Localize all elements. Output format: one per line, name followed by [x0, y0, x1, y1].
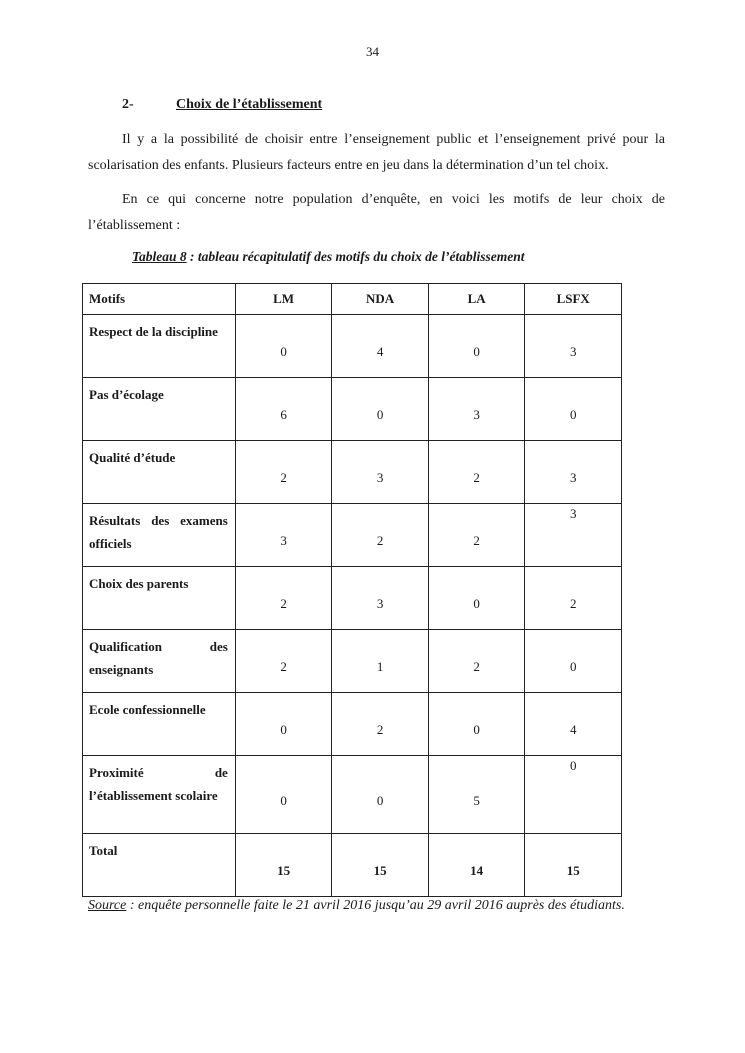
cell-nda: 3 — [332, 441, 429, 504]
table-row — [83, 315, 622, 378]
source-label: Source — [88, 898, 127, 913]
source-note — [88, 893, 629, 919]
table-header-row — [83, 284, 622, 315]
section-title: Choix de l’établissement — [176, 97, 323, 112]
total-nda: 15 — [332, 834, 429, 897]
cell-lsfx: 2 — [525, 567, 622, 630]
cell-lsfx: 0 — [525, 630, 622, 693]
table-row — [83, 693, 622, 756]
header-la: LA — [428, 284, 525, 315]
cell-la: 2 — [428, 504, 525, 567]
table-row — [83, 441, 622, 504]
section-number: 2- — [122, 97, 134, 112]
cell-lm: 3 — [235, 504, 332, 567]
source-text: : enquête personnelle faite le 21 avril 2016 jusqu’au 29 avril 2016 auprès des étudiants. — [126, 898, 625, 913]
header-lm: LM — [235, 284, 332, 315]
cell-lsfx: 3 — [525, 441, 622, 504]
cell-la: 2 — [428, 441, 525, 504]
row-motif: Pas d’écolage — [83, 378, 236, 441]
row-motif: Choix des parents — [83, 567, 236, 630]
cell-lm: 2 — [235, 441, 332, 504]
cell-nda: 3 — [332, 567, 429, 630]
table-row — [83, 567, 622, 630]
table-row — [83, 378, 622, 441]
cell-la: 0 — [428, 315, 525, 378]
cell-la: 0 — [428, 567, 525, 630]
table-caption-label: Tableau 8 — [132, 249, 187, 264]
total-lsfx: 15 — [525, 834, 622, 897]
cell-lsfx: 0 — [525, 378, 622, 441]
cell-nda: 1 — [332, 630, 429, 693]
cell-nda: 4 — [332, 315, 429, 378]
table-row — [83, 756, 622, 834]
total-label: Total — [83, 834, 236, 897]
row-motif: Résultats des examens officiels — [83, 504, 236, 567]
row-motif: Ecole confessionnelle — [83, 693, 236, 756]
motifs-table — [82, 283, 622, 897]
row-motif: Qualification des enseignants — [83, 630, 236, 693]
paragraph-2 — [88, 187, 665, 239]
cell-lm: 2 — [235, 630, 332, 693]
cell-lsfx: 3 — [525, 315, 622, 378]
paragraph-1-text: Il y a la possibilité de choisir entre l’enseignement public et l’enseignement privé pour la scolarisation des enfants. Plusieurs facteurs entre en jeu dans la détermination d’un tel choix. — [88, 132, 665, 173]
cell-lm: 2 — [235, 567, 332, 630]
total-lm: 15 — [235, 834, 332, 897]
row-motif: Respect de la discipline — [83, 315, 236, 378]
cell-lsfx: 0 — [525, 756, 622, 834]
total-la: 14 — [428, 834, 525, 897]
cell-la: 2 — [428, 630, 525, 693]
header-nda: NDA — [332, 284, 429, 315]
cell-la: 0 — [428, 693, 525, 756]
cell-nda: 0 — [332, 378, 429, 441]
header-lsfx: LSFX — [525, 284, 622, 315]
header-motifs: Motifs — [83, 284, 236, 315]
cell-la: 3 — [428, 378, 525, 441]
cell-lsfx: 3 — [525, 504, 622, 567]
section-heading — [122, 97, 322, 113]
table-row — [83, 504, 622, 567]
cell-la: 5 — [428, 756, 525, 834]
cell-lm: 0 — [235, 693, 332, 756]
page-number: 34 — [366, 44, 379, 59]
paragraph-2-text: En ce qui concerne notre population d’enquête, en voici les motifs de leur choix de l’établissement : — [88, 192, 665, 233]
table-total-row — [83, 834, 622, 897]
cell-nda: 0 — [332, 756, 429, 834]
cell-nda: 2 — [332, 693, 429, 756]
table-row — [83, 630, 622, 693]
row-motif: Qualité d’étude — [83, 441, 236, 504]
row-motif: Proximité de l’établissement scolaire — [83, 756, 236, 834]
cell-lsfx: 4 — [525, 693, 622, 756]
paragraph-1 — [88, 127, 665, 179]
table-caption-text: : tableau récapitulatif des motifs du choix de l’établissement — [186, 249, 525, 264]
cell-lm: 0 — [235, 756, 332, 834]
table-caption — [132, 249, 525, 265]
cell-nda: 2 — [332, 504, 429, 567]
cell-lm: 6 — [235, 378, 332, 441]
cell-lm: 0 — [235, 315, 332, 378]
